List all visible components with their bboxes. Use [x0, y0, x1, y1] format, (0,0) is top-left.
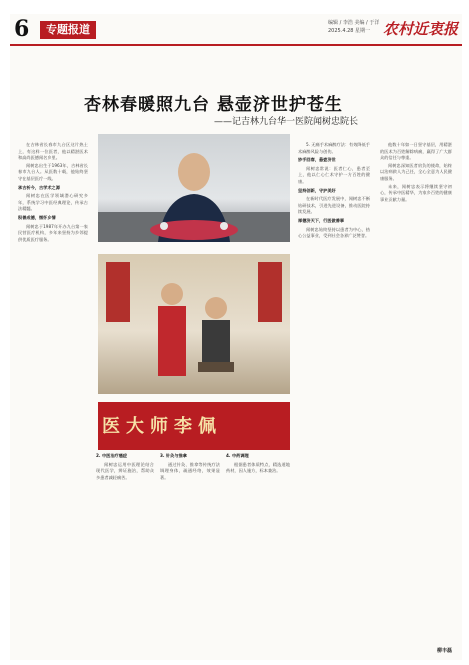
paragraph: 闻树忠始终坚持以患者为中心，热心公益事业，受到社会各界广泛赞誉。 — [298, 226, 370, 239]
section-heading: 妙手回春，悬壶济世 — [298, 157, 336, 163]
paragraph: 闻树忠出生于1963年，吉林省长春市九台人。从医数十载，他始终坚守在基层医疗一线。 — [18, 162, 88, 181]
paragraph: 根据患者体质特点，精选道地药材，因人施方，标本兼治。 — [226, 461, 290, 474]
paragraph: 通过针灸、推拿等传统疗法调理身体，疏通经络，效果显著。 — [160, 461, 220, 480]
paragraph: 闻树忠深知医者肩负的使命，始终以治病救人为己任，全心全意为人民健康服务。 — [380, 162, 452, 181]
text-column-5 — [160, 451, 220, 651]
section-heading: 积善成德，惬怀乡情 — [18, 214, 56, 220]
paragraph: 闻树忠运用中医理论结合现代医学，辨证施治，帮助众多患者减轻痛苦。 — [96, 461, 154, 480]
text-column-4 — [96, 451, 154, 651]
newspaper-page — [10, 14, 462, 660]
editor-line: 编辑 / 李浩 美编 / 于洋 — [328, 20, 380, 26]
article-title: 杏林春暖照九台 悬壶济世护苍生 — [84, 95, 343, 115]
paragraph: 未来，闻树忠表示将继续坚守初心，传承中医精华，为家乡百姓的健康事业贡献力量。 — [380, 183, 452, 202]
paragraph: 闻树忠在医学领域潜心研究多年，系统学习中医经典理论，传承古法精髓。 — [18, 193, 88, 212]
award-banner: 医大师李佩 — [102, 416, 222, 437]
text-column-2 — [298, 142, 370, 654]
masthead-logo: 农村近衷报 — [382, 20, 458, 38]
issue-meta — [328, 19, 379, 35]
paragraph: 在吉林省长春市九台区这片热土上，有这样一位医者，他以精湛医术和高尚医德闻名乡里。 — [18, 142, 88, 161]
page-number: 6 — [14, 16, 30, 42]
text-column-3 — [380, 142, 452, 654]
paragraph: 闻树忠常说：医者仁心，患者至上，他以仁心仁术守护一方百姓的健康。 — [298, 165, 370, 184]
author-byline: 柳丰磊 — [436, 648, 452, 654]
group-illustration — [98, 254, 290, 394]
portrait-illustration — [98, 134, 290, 242]
section-heading: 2. 中医治疗癌症 — [96, 453, 128, 458]
date-line: 2025.4.28 星期一 — [328, 28, 371, 34]
paragraph: 闻树忠于1987年开办九台第一家民营医疗机构，多年来坚持为乡邻提供优质医疗服务。 — [18, 223, 88, 242]
section-heading: 3. 针灸与推拿 — [160, 453, 187, 458]
section-heading: 坚持创新，守护美好 — [298, 187, 336, 193]
group-photo — [98, 254, 290, 394]
paragraph: 他数十年如一日坚守基层，用精湛的医术为百姓解除病痛，赢得了广大群众的信任与尊重。 — [380, 142, 452, 161]
section-heading: 承古析今，古学术之源 — [18, 184, 60, 190]
award-photo — [98, 402, 290, 450]
page-header — [10, 14, 462, 46]
section-label: 专题报道 — [40, 21, 96, 39]
paragraph: 在新时代医疗发展中，闻树忠不断钻研技术，引进先进设备，推动医院持续发展。 — [298, 196, 370, 215]
section-heading: 4. 中药调理 — [226, 453, 249, 458]
portrait-photo — [98, 134, 290, 242]
section-heading: 厚德济天下，行医做善事 — [298, 217, 345, 223]
article-subtitle: ——记吉林九台华一医院闻树忠院长 — [214, 117, 359, 127]
text-column-1 — [18, 142, 88, 654]
text-column-6 — [226, 451, 290, 651]
paragraph: 5. 无痛手术麻醉疗法：有效降低手术麻醉风险与创伤。 — [298, 142, 370, 154]
